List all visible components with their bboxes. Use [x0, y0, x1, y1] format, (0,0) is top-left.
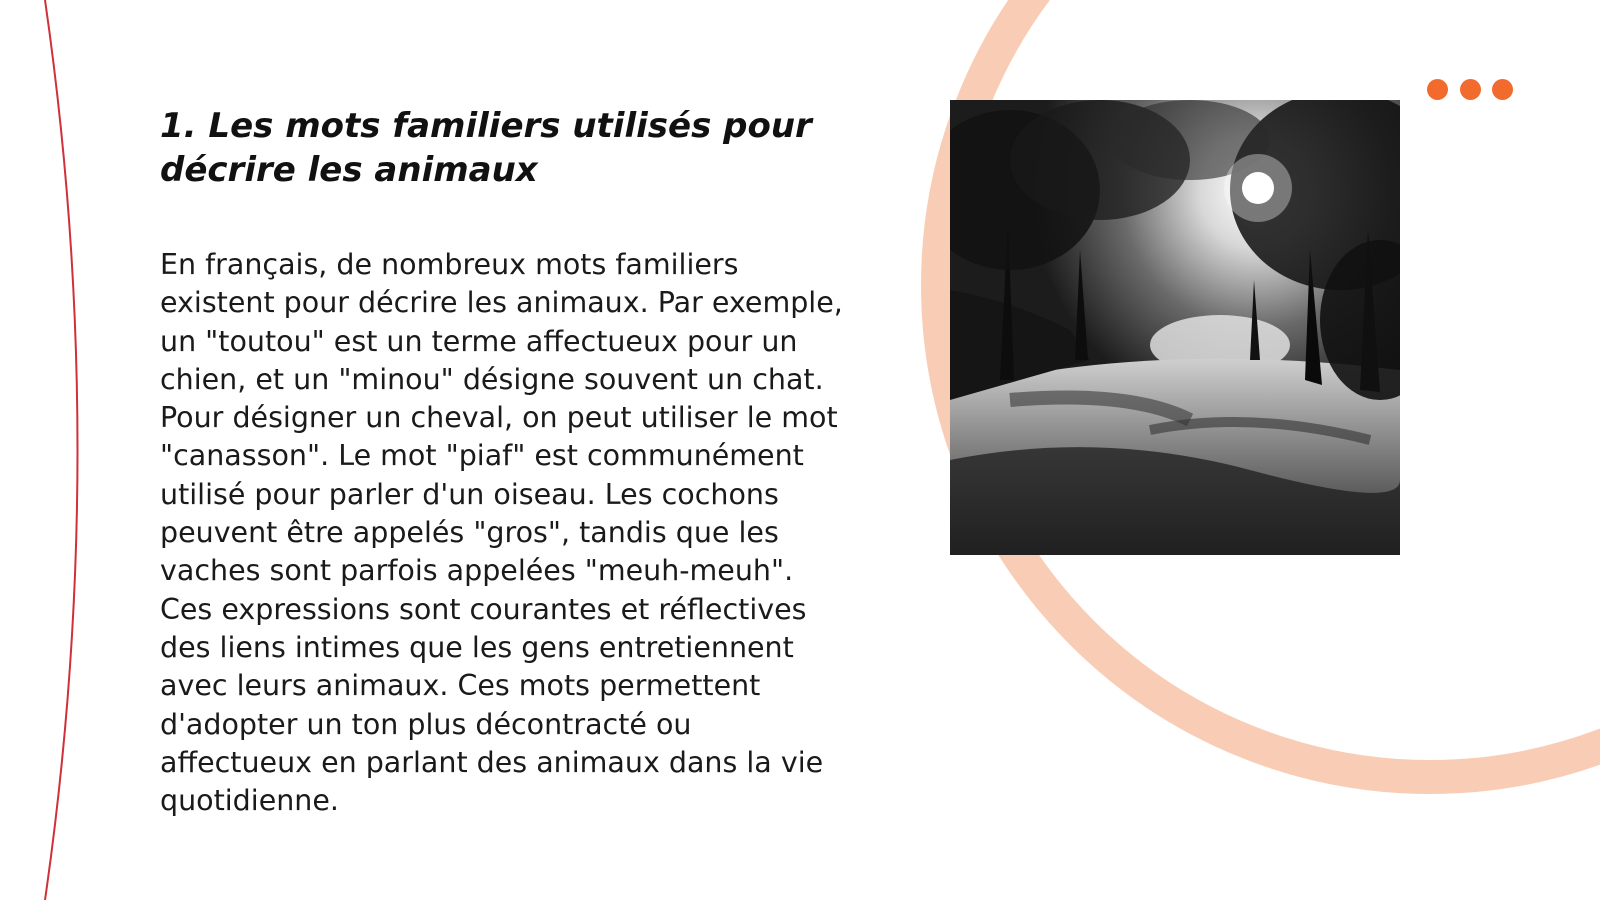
dot-3 — [1492, 79, 1513, 100]
slide-title: 1. Les mots familiers utilisés pour décrire les animaux — [160, 106, 812, 190]
dot-1 — [1427, 79, 1448, 100]
tree-path-photo — [950, 100, 1400, 555]
dot-2 — [1460, 79, 1481, 100]
more-dots-icon — [1427, 79, 1513, 101]
slide-body-text: En français, de nombreux mots familiers existent pour décrire les animaux. Par exemple, un "toutou" est un terme affectueux pour un chien, et un "minou" désigne souvent un chat. Pour désigner un cheval, on peut utiliser le mot "canasson". Le mot "piaf" est communément utilisé pour parler d'un oiseau. Les cochons peuvent être appelés "gros", tandis que les vaches sont parfois appelées "meuh-meuh". Ces expressions sont courantes et réflectives des liens intimes que les gens entretiennent avec leurs animaux. Ces mots permettent d'adopter un ton plus décontracté ou affectueux en parlant des animaux dans la vie quotidienne. — [160, 248, 843, 818]
